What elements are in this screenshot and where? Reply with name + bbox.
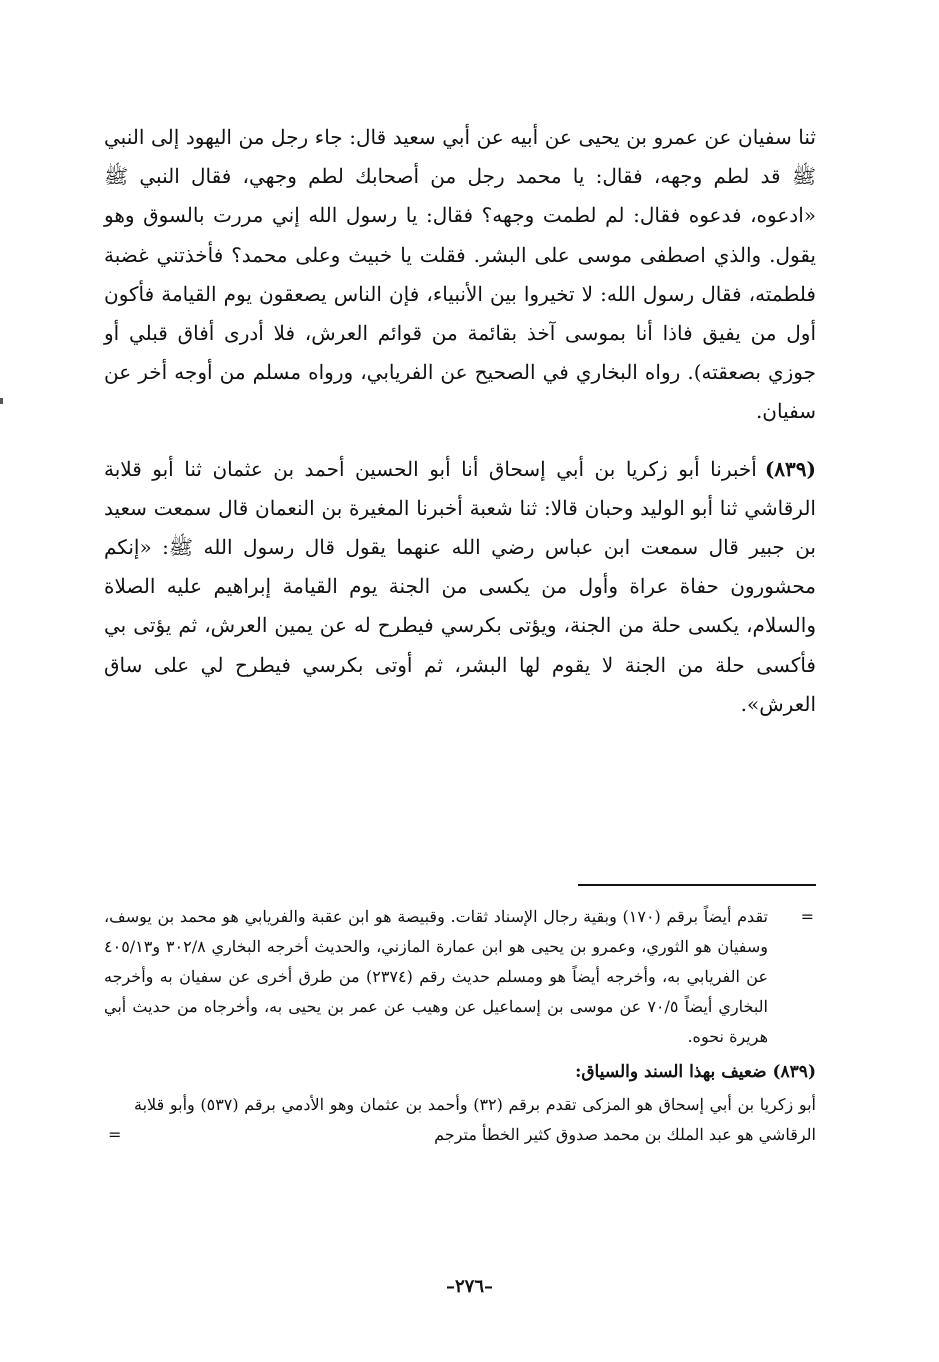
footnote-body-839 xyxy=(104,1090,816,1150)
main-text xyxy=(104,118,816,724)
continued-marker: = xyxy=(108,1125,122,1144)
hadith-paragraph-838-continuation: ثنا سفيان عن عمرو بن يحيى عن أبيه عن أبي سعيد قال: جاء رجل من اليهود إلى النبي ﷺ قد لطم وجهه، فقال: يا محمد رجل من أصحابك لطم وجهي، فقال النبي ﷺ «ادعوه، فدعوه فقال: لم لطمت وجهه؟ فقال: يا رسول الله إني مررت بالسوق وهو يقول. والذي اصطفى موسى على البشر. فقلت يا خبيث وعلى محمد؟ فأخذتني غضبة فلطمته، فقال رسول الله: لا تخيروا بين الأنبياء، فإن الناس يصعقون يوم القيامة فأكون أول من يفيق فاذا أنا بموسى آخذ بقائمة من قوائم العرش، فلا أدرى أفاق قبلي أو جوزي بصعقته). رواه البخاري في الصحيح عن الفريابي، ورواه مسلم من أوجه أخر عن سفيان. xyxy=(104,125,816,424)
page-number: –٢٧٦– xyxy=(445,1276,493,1297)
hadith-839-text: أخبرنا أبو زكريا بن أبي إسحاق أنا أبو الحسين أحمد بن عثمان ثنا أبو قلابة الرقاشي ثنا أبو الوليد وحبان قالا: ثنا شعبة أخبرنا المغيرة بن النعمان قال سمعت سعيد بن جبير قال سمعت ابن عباس رضي الله عنهما يقول قال رسول الله ﷺ: «إنكم محشورون حفاة عراة وأول من يكسى من الجنة يوم القيامة إبراهيم عليه الصلاة والسلام، يكسى حلة من الجنة، ويؤتى بكرسي فيطرح له عن يمين العرش، ثم يؤتى بي فأكسى حلة من الجنة لا يقوم لها البشر، ثم أوتى بكرسي فيطرح لي على ساق العرش». xyxy=(104,456,816,716)
entry-number: (٨٣٩) xyxy=(764,456,816,481)
footnote-body-text: أبو زكريا بن أبي إسحاق هو المزكى تقدم برقم (٣٢) وأحمد بن عثمان وهو الأدمي برقم (٥٣٧) وأبو قلابة الرقاشي هو عبد الملك بن محمد صدوق كثير الخطأ مترجم xyxy=(134,1095,816,1144)
continuation-marker: = xyxy=(800,907,814,926)
footnote-separator xyxy=(578,884,816,886)
hadith-paragraph-839 xyxy=(104,450,816,724)
footnote-continuation xyxy=(104,902,816,1052)
footnote-continuation-text: تقدم أيضاً برقم (١٧٠) وبقية رجال الإسناد ثقات. وقبيصة هو ابن عقبة والفريابي هو محمد بن يوسف، وسفيان هو الثوري، وعمرو بن يحيى هو ابن عمارة المازني، والحديث أخرجه البخاري ٣٠٢/٨ و٤٠٥/١٣ عن الفريابي به، وأخرجه أيضاً هو ومسلم حديث رقم (٢٣٧٤) من طرق أخرى عن سفيان به وأخرجه البخاري أيضاً ٧٠/٥ عن موسى بن إسماعيل عن وهيب عن عمر بن يحيى به، وأخرجاه من حديث أبي هريرة نحوه. xyxy=(104,907,769,1046)
footnotes xyxy=(104,902,816,1150)
scan-edge-mark xyxy=(0,398,3,404)
footnote-heading-839: (٨٣٩) ضعيف بهذا السند والسياق: xyxy=(575,1062,816,1082)
